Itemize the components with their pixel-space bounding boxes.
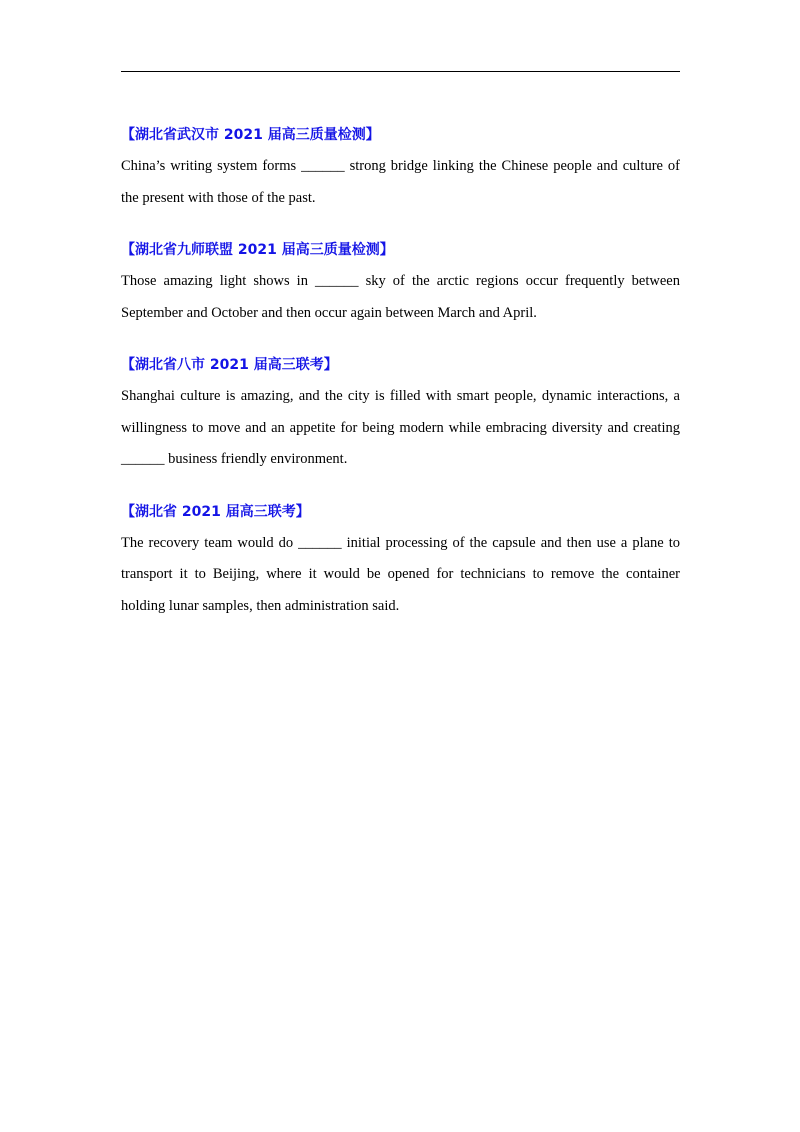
question-source-heading: 【湖北省 2021 届高三联考】 [121,503,310,520]
question-source-heading: 【湖北省武汉市 2021 届高三质量检测】 [121,127,380,143]
question-list [121,120,680,643]
question-item [121,120,680,214]
question-item [121,235,680,329]
question-item [121,350,680,476]
question-text: Shanghai culture is amazing, and the city is filled with smart people, dynamic interactions, a willingness to move and an appetite for being modern while embracing diversity and creating ______ business friendly environment. [121,388,680,467]
question-item [121,497,680,623]
question-source-heading: 【湖北省八市 2021 届高三联考】 [121,357,338,373]
header-rule [121,71,680,72]
question-source-heading: 【湖北省九师联盟 2021 届高三质量检测】 [121,242,394,258]
question-text: Those amazing light shows in ______ sky of the arctic regions occur frequently between September and October and then occur again between March and April. [121,273,680,321]
question-text: China’s writing system forms ______ strong bridge linking the Chinese people and culture of the present with those of the past. [121,158,680,206]
question-text: The recovery team would do ______ initial processing of the capsule and then use a plane to transport it to Beijing, where it would be opened for technicians to remove the container holding lunar samples, then administration said. [121,534,680,614]
